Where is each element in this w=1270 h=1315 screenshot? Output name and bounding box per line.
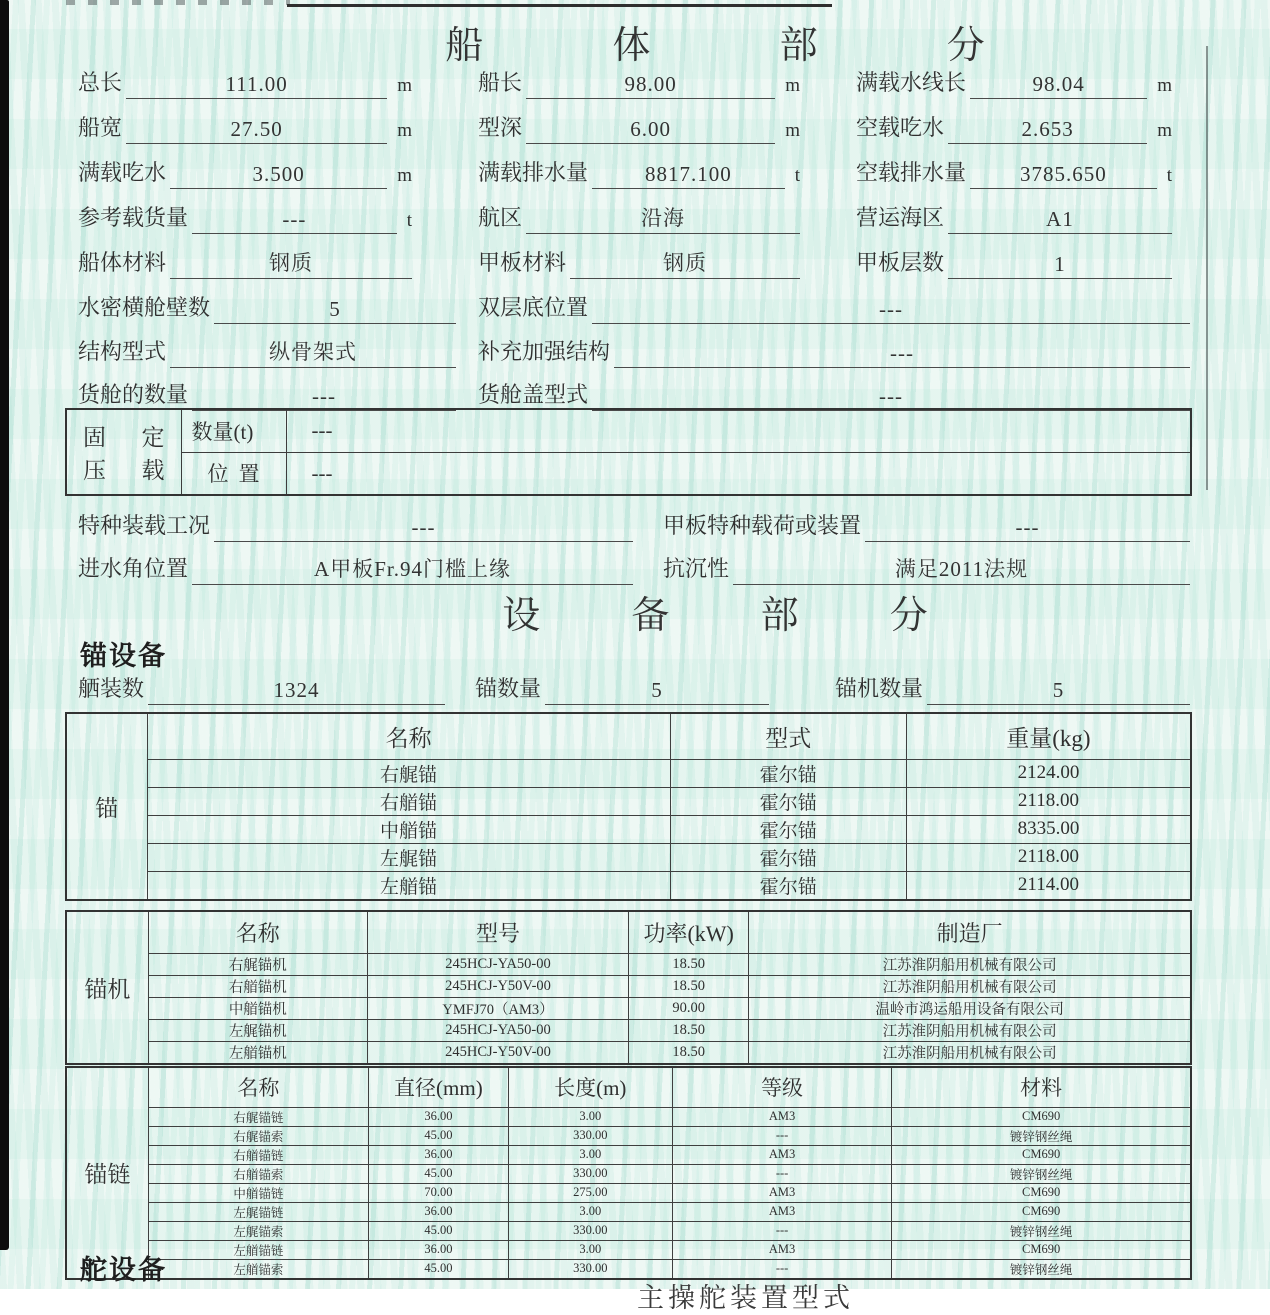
table-cell: 镀锌钢丝绳 xyxy=(892,1164,1191,1183)
table-cell: AM3 xyxy=(672,1107,891,1126)
table-header-row xyxy=(66,911,1191,953)
field-anti-sinking xyxy=(663,548,1190,585)
field-value: --- xyxy=(879,384,903,408)
field-underline xyxy=(570,247,800,279)
table-cell: --- xyxy=(672,1221,891,1240)
field-value: 钢质 xyxy=(663,251,707,275)
field-deck-layers xyxy=(856,242,1190,279)
table-cell: 右艏锚链 xyxy=(148,1145,369,1164)
hull-field-row xyxy=(78,374,1190,411)
table-cell: 右艏锚索 xyxy=(148,1164,369,1183)
field-underline xyxy=(970,162,1157,189)
table-cell: 275.00 xyxy=(508,1183,672,1202)
table-cell: 左艏锚链 xyxy=(148,1240,369,1259)
field-underline xyxy=(545,678,769,705)
table-cell: 18.50 xyxy=(629,953,749,975)
field-value: --- xyxy=(890,341,914,365)
hull-field-row xyxy=(78,62,1190,99)
field-watertight-bulkheads xyxy=(78,287,478,324)
field-loa xyxy=(78,62,478,99)
table-cell: 245HCJ-YA50-00 xyxy=(368,953,629,975)
field-underline xyxy=(126,72,387,99)
table-cell: 2124.00 xyxy=(906,759,1191,787)
fixed-ballast-table xyxy=(65,408,1192,496)
table-cell: 中艏锚链 xyxy=(148,1183,369,1202)
field-value: 沿海 xyxy=(641,206,685,230)
table-cell: AM3 xyxy=(672,1240,891,1259)
table-row xyxy=(66,1183,1191,1202)
field-unit: m xyxy=(397,75,412,96)
table-cell: 左艉锚机 xyxy=(148,1019,367,1041)
table-header-row xyxy=(66,1067,1191,1107)
hull-field-row xyxy=(78,505,1190,542)
column-header: 型式 xyxy=(670,713,906,759)
field-underline xyxy=(170,162,387,189)
table-cell: 霍尔锚 xyxy=(670,843,906,871)
table-cell: 330.00 xyxy=(508,1126,672,1145)
table-cell: 右艉锚索 xyxy=(148,1126,369,1145)
field-label: 满载水线长 xyxy=(856,70,967,95)
field-value: 3.500 xyxy=(252,162,305,186)
anchor-equipment-heading: 锚设备 xyxy=(80,641,167,671)
field-label: 船宽 xyxy=(78,115,123,140)
field-value: 111.00 xyxy=(225,72,288,96)
table-cell: 36.00 xyxy=(369,1145,509,1164)
table-row xyxy=(66,871,1191,900)
field-unit: m xyxy=(397,165,412,186)
position-value-cell: --- xyxy=(286,452,1191,495)
table-row xyxy=(66,759,1191,787)
field-cargo-hold-count xyxy=(78,374,478,411)
table-cell: 45.00 xyxy=(369,1164,509,1183)
table-cell: CM690 xyxy=(892,1202,1191,1221)
table-cell: 霍尔锚 xyxy=(670,871,906,900)
field-value: 5 xyxy=(651,678,663,702)
table-row xyxy=(66,1240,1191,1259)
field-deck-special-load xyxy=(663,505,1190,542)
table-cell: 镀锌钢丝绳 xyxy=(892,1259,1191,1279)
field-underline xyxy=(592,162,785,189)
column-header: 名称 xyxy=(148,1067,369,1107)
field-underline xyxy=(526,202,800,234)
field-label: 锚机数量 xyxy=(835,676,924,701)
field-outfitting-number xyxy=(78,668,475,705)
field-underline xyxy=(592,384,1190,411)
column-header: 长度(m) xyxy=(508,1067,672,1107)
table-cell: 霍尔锚 xyxy=(670,759,906,787)
field-label: 抗沉性 xyxy=(663,556,730,581)
field-label: 甲板层数 xyxy=(856,250,945,275)
table-cell: 左艏锚 xyxy=(147,871,670,900)
field-value: 1324 xyxy=(273,678,320,702)
field-waterline-length xyxy=(856,62,1190,99)
table-cell: 330.00 xyxy=(508,1259,672,1279)
hull-field-row xyxy=(78,331,1190,368)
table-row xyxy=(66,787,1191,815)
table-cell: 36.00 xyxy=(369,1202,509,1221)
field-underline xyxy=(526,72,775,99)
field-underline xyxy=(592,297,1190,324)
anchor-summary-row xyxy=(78,668,1190,705)
top-rule-line xyxy=(287,4,832,7)
field-additional-reinforcement xyxy=(478,331,1190,368)
table-cell: 70.00 xyxy=(369,1183,509,1202)
field-value: 5 xyxy=(1052,678,1065,702)
stub-line: 压载 xyxy=(83,458,165,483)
table-cell: 18.50 xyxy=(629,1041,749,1064)
table-cell: --- xyxy=(672,1126,891,1145)
field-windlass-count xyxy=(835,668,1190,705)
table-row xyxy=(66,1041,1191,1064)
table-cell: 245HCJ-Y50V-00 xyxy=(368,1041,629,1064)
page-fold-line xyxy=(1206,46,1208,490)
column-header: 名称 xyxy=(148,911,367,953)
field-value: 98.00 xyxy=(624,72,677,96)
field-underline xyxy=(865,515,1190,542)
field-underline xyxy=(927,678,1190,705)
hull-section-title xyxy=(210,14,1220,69)
field-value: --- xyxy=(1015,515,1040,539)
field-unit: t xyxy=(1166,165,1172,186)
field-label: 货舱盖型式 xyxy=(478,382,589,407)
rudder-equipment-heading: 舵设备 xyxy=(80,1255,167,1285)
field-label: 型深 xyxy=(478,115,523,140)
table-cell: 江苏淮阴船用机械有限公司 xyxy=(749,1019,1191,1041)
field-underline xyxy=(948,207,1172,234)
field-value: 27.50 xyxy=(230,117,283,141)
field-label: 营运海区 xyxy=(856,205,945,230)
table-cell: AM3 xyxy=(672,1202,891,1221)
field-value: --- xyxy=(879,297,903,321)
field-label: 空载排水量 xyxy=(856,160,967,185)
table-cell: 36.00 xyxy=(369,1240,509,1259)
column-header: 功率(kW) xyxy=(629,911,749,953)
table-cell: 右艉锚机 xyxy=(148,953,367,975)
field-length xyxy=(478,62,856,99)
field-label: 锚数量 xyxy=(475,676,542,701)
table-cell: 中艏锚 xyxy=(147,815,670,843)
table-row xyxy=(66,1202,1191,1221)
quantity-label-cell: 数量(t) xyxy=(181,409,286,452)
table-cell: 45.00 xyxy=(369,1259,509,1279)
table-cell: 330.00 xyxy=(508,1221,672,1240)
field-unit: t xyxy=(406,210,412,231)
table-cell: 36.00 xyxy=(369,1107,509,1126)
table-cell: CM690 xyxy=(892,1145,1191,1164)
hull-field-row xyxy=(78,287,1190,324)
field-full-draft xyxy=(78,152,478,189)
table-cell: 2118.00 xyxy=(906,787,1191,815)
field-label: 结构型式 xyxy=(78,339,167,364)
hull-field-row xyxy=(78,548,1190,585)
table-cell: 霍尔锚 xyxy=(670,787,906,815)
table-stub-label: 锚链 xyxy=(66,1067,148,1279)
table-cell: 右艏锚 xyxy=(147,787,670,815)
field-deck-material xyxy=(478,242,856,279)
field-breadth xyxy=(78,107,478,144)
table-cell: CM690 xyxy=(892,1183,1191,1202)
table-cell: 左艉锚 xyxy=(147,843,670,871)
table-cell: 江苏淮阴船用机械有限公司 xyxy=(749,953,1191,975)
table-row xyxy=(66,1164,1191,1183)
field-underline xyxy=(948,117,1147,144)
data-table xyxy=(65,712,1192,901)
field-label: 总长 xyxy=(78,70,123,95)
table-cell: 左艉锚索 xyxy=(148,1221,369,1240)
table-row xyxy=(66,997,1191,1019)
field-value: 98.04 xyxy=(1032,72,1085,96)
table-cell: 245HCJ-YA50-00 xyxy=(368,1019,629,1041)
table-cell: 左艉锚链 xyxy=(148,1202,369,1221)
field-nav-zone xyxy=(478,197,856,234)
table-cell: 江苏淮阴船用机械有限公司 xyxy=(749,975,1191,997)
anchor-chain-table xyxy=(65,1066,1192,1280)
table-row xyxy=(66,1259,1191,1279)
data-table xyxy=(65,1066,1192,1280)
field-value: 钢质 xyxy=(269,251,313,275)
field-underline xyxy=(170,336,456,368)
table-row xyxy=(66,1126,1191,1145)
field-double-bottom-position xyxy=(478,287,1190,324)
table-cell: 霍尔锚 xyxy=(670,815,906,843)
field-value: --- xyxy=(411,515,436,539)
field-underline xyxy=(126,117,387,144)
table-cell: 90.00 xyxy=(629,997,749,1019)
column-header: 材料 xyxy=(892,1067,1191,1107)
field-underline xyxy=(970,72,1147,99)
table-cell: 镀锌钢丝绳 xyxy=(892,1221,1191,1240)
table-row xyxy=(66,452,1191,495)
table-cell: AM3 xyxy=(672,1145,891,1164)
table-cell: 右艉锚链 xyxy=(148,1107,369,1126)
field-value: 2.653 xyxy=(1021,117,1074,141)
table-row xyxy=(66,953,1191,975)
field-label: 满载排水量 xyxy=(478,160,589,185)
table-cell: 右艏锚机 xyxy=(148,975,367,997)
table-row xyxy=(66,843,1191,871)
field-underline xyxy=(192,553,633,585)
field-label: 双层底位置 xyxy=(478,295,589,320)
bottom-cutoff-text: 主操舵装置型式 xyxy=(637,1283,854,1313)
field-hull-material xyxy=(78,242,478,279)
table-row xyxy=(66,1221,1191,1240)
column-header: 名称 xyxy=(147,713,670,759)
field-label: 空载吃水 xyxy=(856,115,945,140)
field-value: 6.00 xyxy=(630,117,671,141)
equipment-section-title-text: 设备部分 xyxy=(502,595,1019,637)
field-label: 特种装载工况 xyxy=(78,513,211,538)
table-cell: 左艏锚机 xyxy=(148,1041,367,1064)
data-table xyxy=(65,910,1192,1065)
field-light-displacement xyxy=(856,152,1190,189)
position-label: 位置 xyxy=(207,462,260,487)
fixed-ballast-stub xyxy=(66,409,181,495)
field-underline xyxy=(526,117,775,144)
column-header: 重量(kg) xyxy=(906,713,1191,759)
field-label: 水密横舱壁数 xyxy=(78,295,211,320)
field-unit: m xyxy=(397,120,412,141)
table-cell: 2114.00 xyxy=(906,871,1191,900)
field-value: 8817.100 xyxy=(644,162,732,186)
field-value: --- xyxy=(282,207,307,231)
table-stub-label: 锚 xyxy=(66,713,147,900)
table-cell: 3.00 xyxy=(508,1240,672,1259)
column-header: 制造厂 xyxy=(749,911,1191,953)
field-unit: m xyxy=(1157,75,1172,96)
table-cell: CM690 xyxy=(892,1107,1191,1126)
hull-field-row xyxy=(78,152,1190,189)
field-label: 舾装数 xyxy=(78,676,145,701)
table-cell: YMFJ70（AM3） xyxy=(368,997,629,1019)
field-full-displacement xyxy=(478,152,856,189)
table-cell: 中艏锚机 xyxy=(148,997,367,1019)
top-cutoff-text-remnant xyxy=(66,0,290,5)
field-service-sea-area xyxy=(856,197,1190,234)
field-value: 3785.650 xyxy=(1019,162,1107,186)
table-cell: 江苏淮阴船用机械有限公司 xyxy=(749,1041,1191,1064)
field-label: 参考载货量 xyxy=(78,205,189,230)
table-cell: 45.00 xyxy=(369,1221,509,1240)
field-anchor-count xyxy=(475,668,835,705)
field-value: A甲板Fr.94门槛上缘 xyxy=(314,557,511,581)
field-underline xyxy=(733,553,1190,585)
scan-edge-bar xyxy=(0,0,9,1250)
anchor-table xyxy=(65,712,1192,901)
field-underline xyxy=(148,678,445,705)
field-underline xyxy=(214,297,456,324)
field-label: 船长 xyxy=(478,70,523,95)
field-value: A1 xyxy=(1046,207,1074,231)
table-row xyxy=(66,1145,1191,1164)
table-row xyxy=(66,815,1191,843)
equipment-section-title xyxy=(210,584,1220,639)
field-special-loading-condition xyxy=(78,505,663,542)
field-label: 满载吃水 xyxy=(78,160,167,185)
table-cell: 3.00 xyxy=(508,1202,672,1221)
field-unit: m xyxy=(785,120,800,141)
field-flooding-angle-position xyxy=(78,548,663,585)
table-cell: 18.50 xyxy=(629,975,749,997)
table-cell: 温岭市鸿运船用设备有限公司 xyxy=(749,997,1191,1019)
field-underline xyxy=(170,247,412,279)
field-value: 满足2011法规 xyxy=(894,557,1029,581)
column-header: 型号 xyxy=(368,911,629,953)
table-cell: CM690 xyxy=(892,1240,1191,1259)
field-underline xyxy=(192,207,397,234)
field-label: 进水角位置 xyxy=(78,556,189,581)
table-cell: 245HCJ-Y50V-00 xyxy=(368,975,629,997)
windlass-table xyxy=(65,910,1192,1065)
table-cell: --- xyxy=(672,1259,891,1279)
field-label: 补充加强结构 xyxy=(478,339,611,364)
field-value: 1 xyxy=(1054,252,1066,276)
field-underline xyxy=(948,252,1172,279)
quantity-value-cell: --- xyxy=(286,409,1191,452)
table-row xyxy=(66,1019,1191,1041)
hull-field-row xyxy=(78,197,1190,234)
table-header-row xyxy=(66,713,1191,759)
field-ref-cargo-capacity xyxy=(78,197,478,234)
field-label: 货舱的数量 xyxy=(78,382,189,407)
table-stub-label: 锚机 xyxy=(66,911,148,1064)
field-structure-type xyxy=(78,331,478,368)
table-cell: --- xyxy=(672,1164,891,1183)
table-cell: 镀锌钢丝绳 xyxy=(892,1126,1191,1145)
table-row xyxy=(66,1107,1191,1126)
table-cell: 3.00 xyxy=(508,1107,672,1126)
field-label: 甲板材料 xyxy=(478,250,567,275)
field-unit: m xyxy=(1157,120,1172,141)
field-underline xyxy=(614,341,1190,368)
hull-field-row xyxy=(78,242,1190,279)
field-underline xyxy=(192,384,456,411)
table-cell: 8335.00 xyxy=(906,815,1191,843)
field-value: 5 xyxy=(329,297,341,321)
field-label: 船体材料 xyxy=(78,250,167,275)
column-header: 直径(mm) xyxy=(369,1067,509,1107)
table-row xyxy=(66,409,1191,452)
field-unit: m xyxy=(785,75,800,96)
field-label: 航区 xyxy=(478,205,523,230)
field-depth xyxy=(478,107,856,144)
table-cell: 左艏锚索 xyxy=(148,1259,369,1279)
table-cell: 45.00 xyxy=(369,1126,509,1145)
hull-field-row xyxy=(78,107,1190,144)
table-cell: 330.00 xyxy=(508,1164,672,1183)
column-header: 等级 xyxy=(672,1067,891,1107)
field-underline xyxy=(214,515,633,542)
stub-line: 固定 xyxy=(83,425,165,450)
table-cell: 3.00 xyxy=(508,1145,672,1164)
field-unit: t xyxy=(794,165,800,186)
field-hatch-cover-type xyxy=(478,374,1190,411)
field-light-draft xyxy=(856,107,1190,144)
table-cell: 右艉锚 xyxy=(147,759,670,787)
table-cell: AM3 xyxy=(672,1183,891,1202)
table-cell: 2118.00 xyxy=(906,843,1191,871)
field-label: 甲板特种载荷或装置 xyxy=(663,513,862,538)
hull-section-title-text: 船体部分 xyxy=(445,25,1114,67)
field-value: 纵骨架式 xyxy=(269,340,357,364)
position-label-cell xyxy=(181,452,286,495)
table-row xyxy=(66,975,1191,997)
field-value: --- xyxy=(312,384,336,408)
table-cell: 18.50 xyxy=(629,1019,749,1041)
